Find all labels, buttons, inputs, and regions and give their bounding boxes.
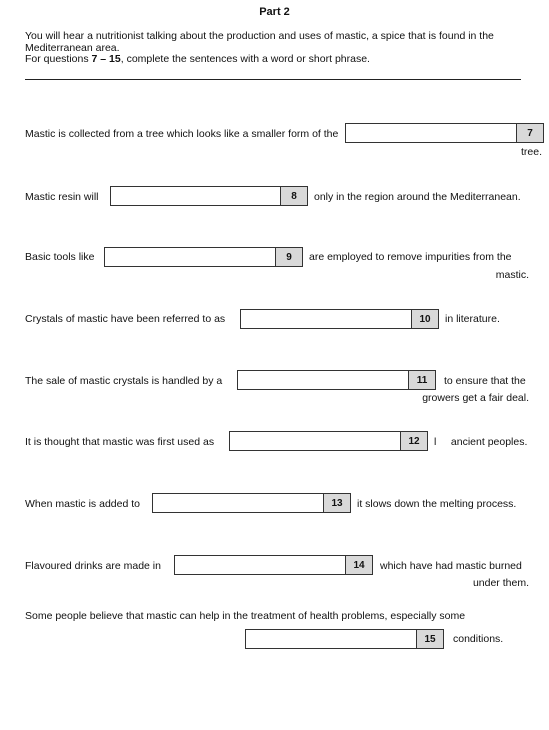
question-15-after: conditions. <box>453 633 504 645</box>
question-12-text: It is thought that mastic was first used as <box>25 436 215 448</box>
question-8-after: only in the region around the Mediterranean. <box>314 191 521 203</box>
question-7-text: Mastic is collected from a tree which looks like a smaller form of the <box>25 128 339 140</box>
answer-field-9[interactable] <box>104 247 303 267</box>
question-11-after-1: to ensure that the <box>444 375 526 387</box>
divider <box>25 79 521 80</box>
question-10-after: in literature. <box>445 313 500 325</box>
question-11-after-2: growers get a fair deal. <box>422 392 529 404</box>
question-12-after: l ancient peoples. <box>434 436 528 448</box>
question-9-text: Basic tools like <box>25 251 95 263</box>
answer-field-15[interactable] <box>245 629 444 649</box>
question-number-13: 13 <box>323 493 351 513</box>
instructions <box>25 31 530 66</box>
question-13-after: it slows down the melting process. <box>357 498 517 510</box>
question-15-text: Some people believe that mastic can help in the treatment of health problems, especially some <box>25 610 466 622</box>
question-13-text: When mastic is added to <box>25 498 140 510</box>
question-10-text: Crystals of mastic have been referred to as <box>25 313 226 325</box>
answer-field-13[interactable] <box>152 493 351 513</box>
page-title: Part 2 <box>259 6 290 18</box>
question-number-11: 11 <box>408 370 436 390</box>
question-14-after-2: under them. <box>472 577 529 589</box>
intro-line-1: You will hear a nutritionist talking about the production and uses of mastic, a spice that is found in the Mediterranean area. <box>25 30 494 54</box>
question-number-10: 10 <box>411 309 439 329</box>
question-number-9: 9 <box>275 247 303 267</box>
intro-line-2: For questions 7 – 15, complete the sentences with a word or short phrase. <box>25 53 370 65</box>
question-14-after-1: which have had mastic burned <box>380 560 522 572</box>
question-9-after-1: are employed to remove impurities from the <box>309 251 512 263</box>
question-number-8: 8 <box>280 186 308 206</box>
answer-field-8[interactable] <box>110 186 308 206</box>
answer-field-11[interactable] <box>237 370 436 390</box>
answer-field-7[interactable] <box>345 123 544 143</box>
question-11-text: The sale of mastic crystals is handled by a <box>25 375 223 387</box>
question-number-12: 12 <box>400 431 428 451</box>
question-8-text: Mastic resin will <box>25 191 99 203</box>
answer-field-10[interactable] <box>240 309 439 329</box>
question-number-14: 14 <box>345 555 373 575</box>
answer-field-12[interactable] <box>229 431 428 451</box>
question-7-after: tree. <box>521 146 543 158</box>
question-number-7: 7 <box>516 123 544 143</box>
question-14-text: Flavoured drinks are made in <box>25 560 161 572</box>
question-9-after-2: mastic. <box>495 269 529 281</box>
answer-field-14[interactable] <box>174 555 373 575</box>
question-number-15: 15 <box>416 629 444 649</box>
